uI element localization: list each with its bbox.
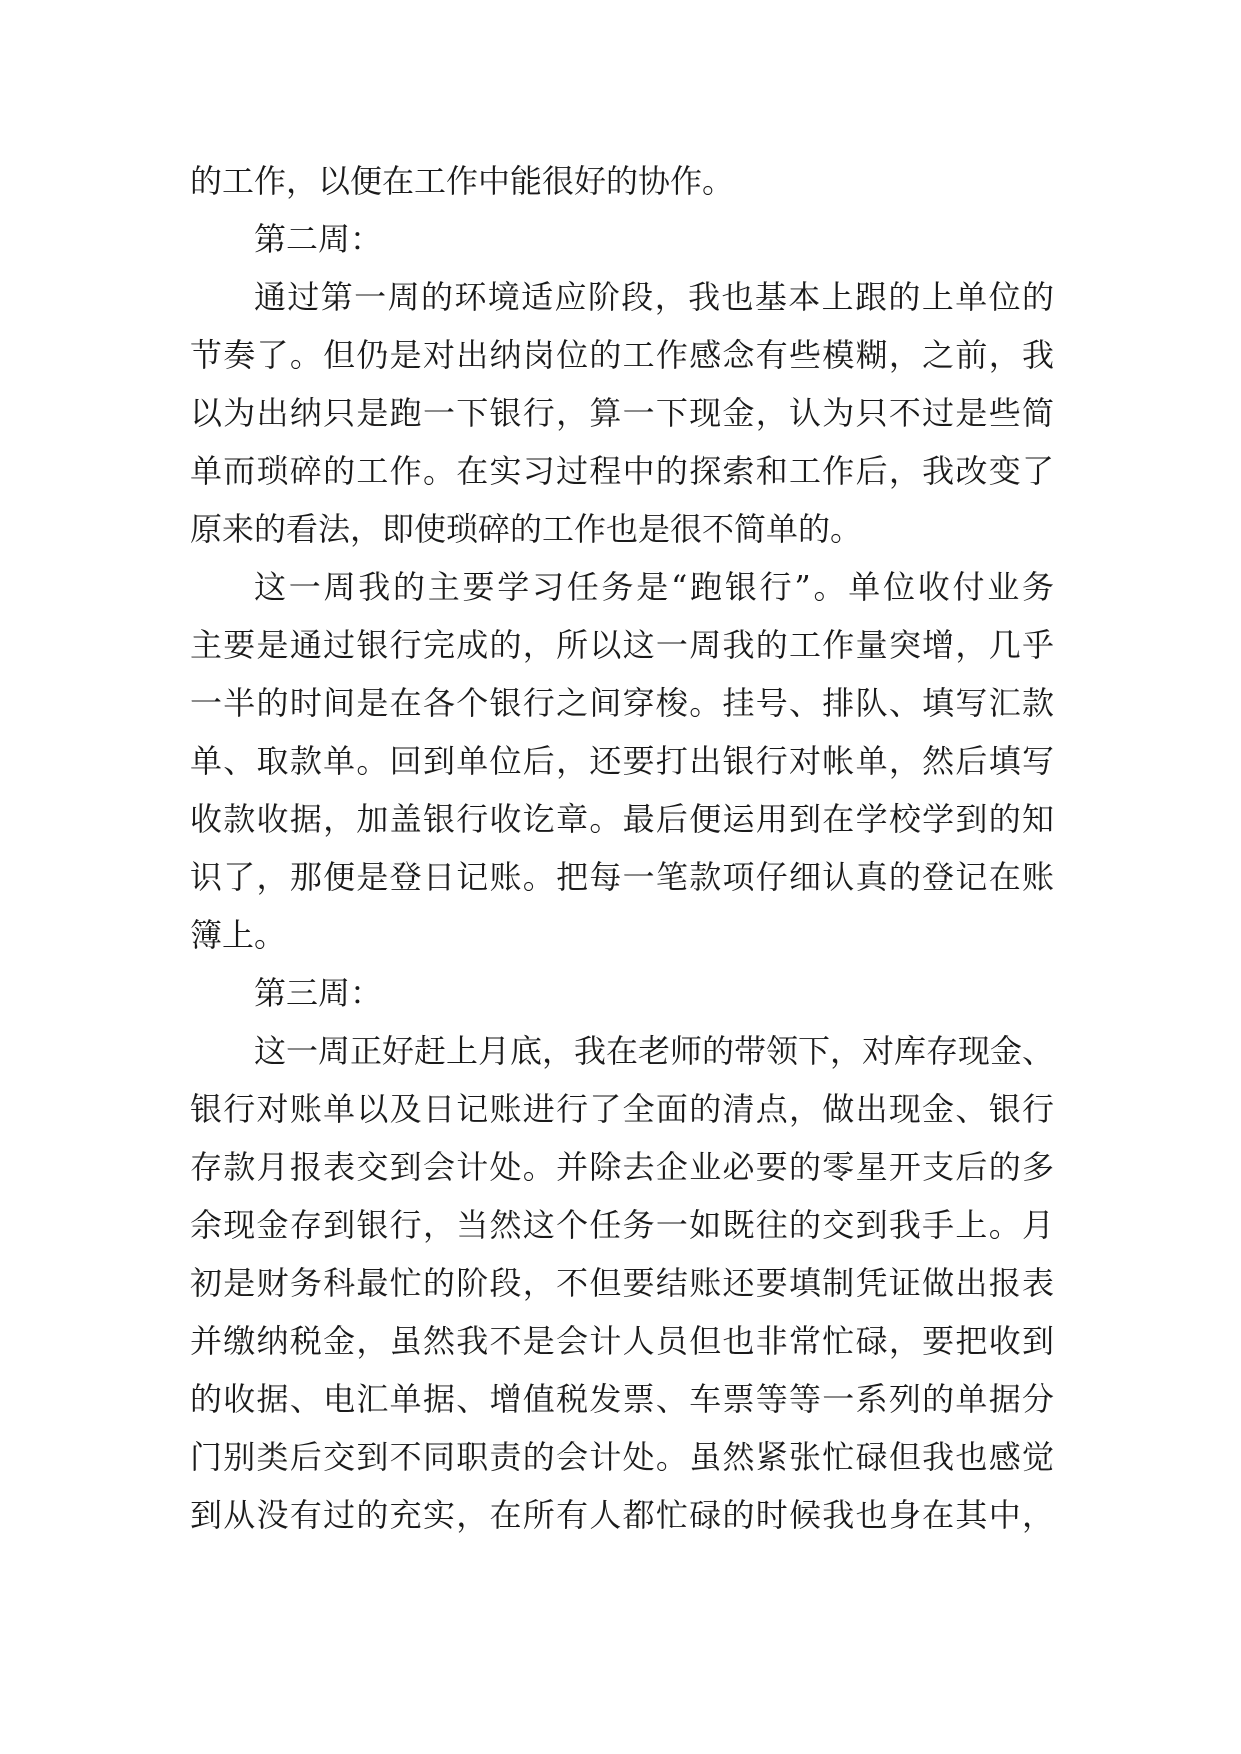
text-line: 到从没有过的充实，在所有人都忙碌的时候我也身在其中， xyxy=(190,1496,1054,1534)
text-line: 银行对账单以及日记账进行了全面的清点，做出现金、银行 xyxy=(190,1090,1054,1128)
text-line: 主要是通过银行完成的，所以这一周我的工作量突增，几乎 xyxy=(190,626,1054,664)
text-line: 原来的看法，即使琐碎的工作也是很不简单的。 xyxy=(190,510,863,548)
text-line: 的工作，以便在工作中能很好的协作。 xyxy=(190,162,735,200)
text-line: 余现金存到银行，当然这个任务一如既往的交到我手上。月 xyxy=(190,1206,1054,1244)
text-line: 一半的时间是在各个银行之间穿梭。挂号、排队、填写汇款 xyxy=(190,684,1054,722)
text-line: 并缴纳税金，虽然我不是会计人员但也非常忙碌，要把收到 xyxy=(190,1322,1054,1360)
section-heading: 第二周： xyxy=(254,220,383,258)
text-line: 这一周正好赶上月底，我在老师的带领下，对库存现金、 xyxy=(254,1032,1055,1070)
text-line: 初是财务科最忙的阶段，不但要结账还要填制凭证做出报表 xyxy=(190,1264,1054,1302)
text-line: 门别类后交到不同职责的会计处。虽然紧张忙碌但我也感觉 xyxy=(190,1438,1054,1476)
text-line: 单而琐碎的工作。在实习过程中的探索和工作后，我改变了 xyxy=(190,452,1054,490)
text-line: 单、取款单。回到单位后，还要打出银行对帐单，然后填写 xyxy=(190,742,1054,780)
text-line: 收款收据，加盖银行收讫章。最后便运用到在学校学到的知 xyxy=(190,800,1054,838)
text-line: 以为出纳只是跑一下银行，算一下现金，认为只不过是些简 xyxy=(190,394,1054,432)
text-line: 节奏了。但仍是对出纳岗位的工作感念有些模糊，之前，我 xyxy=(190,336,1054,374)
text-line: 簿上。 xyxy=(190,916,287,954)
text-line: 的收据、电汇单据、增值税发票、车票等等一系列的单据分 xyxy=(190,1380,1054,1418)
document-body xyxy=(190,152,1054,1544)
text-line: 识了，那便是登日记账。把每一笔款项仔细认真的登记在账 xyxy=(190,858,1054,896)
text-line: 存款月报表交到会计处。并除去企业必要的零星开支后的多 xyxy=(190,1148,1054,1186)
text-line: 这一周我的主要学习任务是“跑银行”。单位收付业务 xyxy=(254,568,1054,606)
section-heading: 第三周： xyxy=(254,974,383,1012)
text-line: 通过第一周的环境适应阶段，我也基本上跟的上单位的 xyxy=(254,278,1054,316)
